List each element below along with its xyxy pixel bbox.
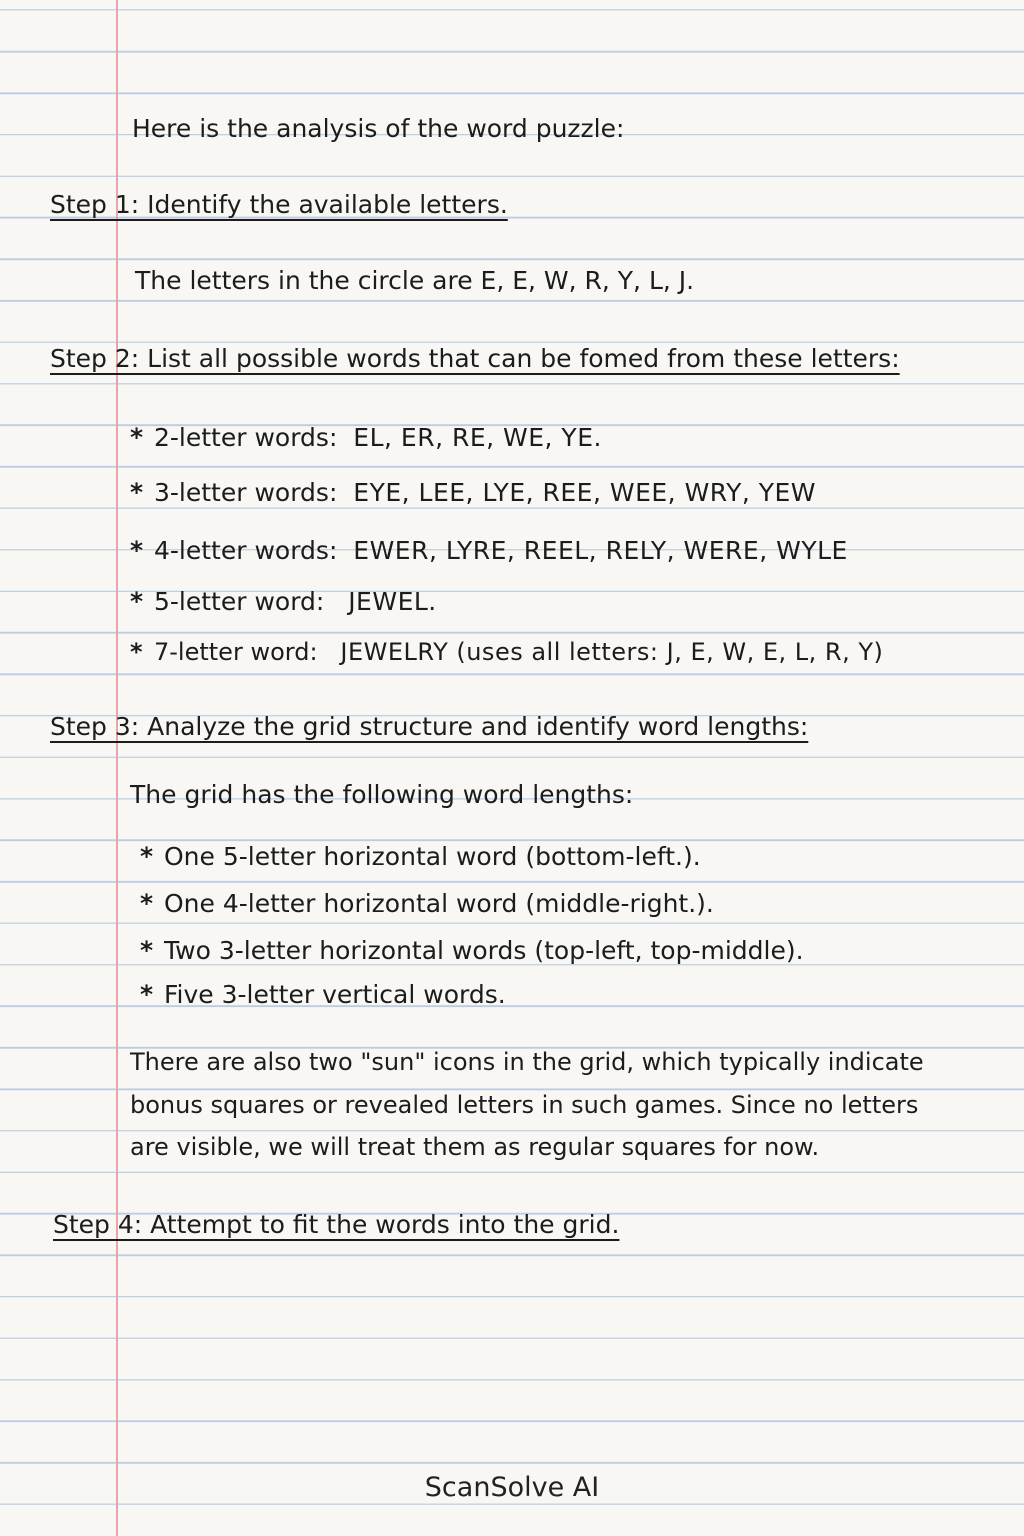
list-item: * One 4-letter horizontal word (middle-right.). (140, 889, 714, 918)
step3-heading: Step 3: Analyze the grid structure and identify word lengths: (50, 712, 809, 741)
bullet-icon: * (140, 980, 154, 1009)
footer-brand: ScanSolve AI (424, 1472, 600, 1503)
bullet-icon: * (140, 936, 154, 965)
list-item: * 5-letter word: JEWEL. (130, 587, 437, 616)
step1-text: The letters in the circle are E, E, W, R, Y, L, J. (135, 266, 695, 295)
note-line: There are also two "sun" icons in the grid, which typically indicate (130, 1048, 924, 1076)
bullet-icon: * (130, 478, 144, 507)
intro-text: Here is the analysis of the word puzzle: (132, 114, 625, 143)
list-item: * Two 3-letter horizontal words (top-left, top-middle). (140, 936, 804, 965)
bullet-icon: * (140, 889, 154, 918)
list-item: * 7-letter word: JEWELRY (uses all letters: J, E, W, E, L, R, Y) (130, 638, 884, 666)
bullet-icon: * (130, 423, 144, 452)
step4-heading: Step 4: Attempt to fit the words into the grid. (53, 1210, 620, 1239)
list-item: * 4-letter words: EWER, LYRE, REEL, RELY, WERE, WYLE (130, 536, 848, 565)
step2-heading: Step 2: List all possible words that can be fomed from these letters: (50, 344, 900, 373)
note-line: are visible, we will treat them as regular squares for now. (130, 1133, 820, 1161)
list-item: * Five 3-letter vertical words. (140, 980, 506, 1009)
bullet-icon: * (130, 536, 144, 565)
margin-line (116, 0, 118, 1536)
list-item: * 3-letter words: EYE, LEE, LYE, REE, WEE, WRY, YEW (130, 478, 817, 507)
step3-text: The grid has the following word lengths: (130, 780, 634, 809)
note-line: bonus squares or revealed letters in such games. Since no letters (130, 1091, 919, 1119)
bullet-icon: * (130, 587, 144, 616)
bullet-icon: * (140, 842, 154, 871)
list-item: * 2-letter words: EL, ER, RE, WE, YE. (130, 423, 602, 452)
bullet-icon: * (130, 638, 143, 666)
list-item: * One 5-letter horizontal word (bottom-left.). (140, 842, 701, 871)
step1-heading: Step 1: Identify the available letters. (50, 190, 508, 219)
